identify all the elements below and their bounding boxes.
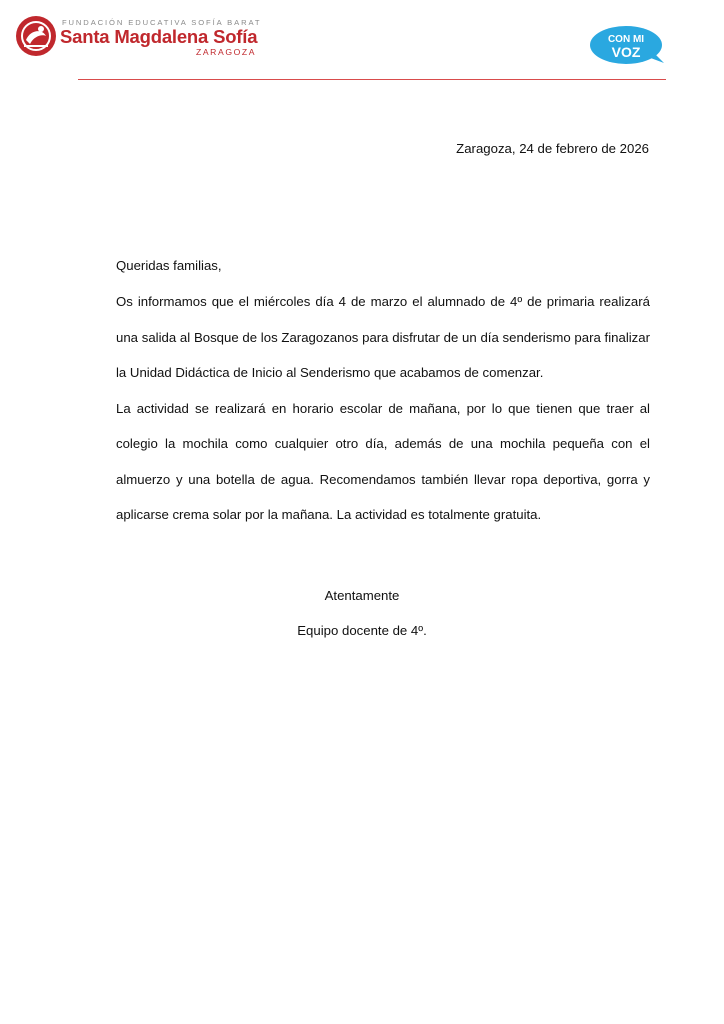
school-logo (14, 14, 262, 58)
paragraph-2: La actividad se realizará en horario escolar de mañana, por lo que tienen que traer al colegio la mochila como cualquier otro día, además de una mochila pequeña con el almuerzo y una botella de agua. Recomendamos también llevar ropa deportiva, gorra y aplicarse crema solar por la mañana. La actividad es totalmente gratuita. (116, 400, 650, 522)
letter-date: Zaragoza, 24 de febrero de 2026 (456, 141, 649, 156)
letter-closing (0, 578, 724, 648)
greeting: Queridas familias, (116, 258, 222, 273)
foundation-name: FUNDACIÓN EDUCATIVA SOFÍA BARAT (62, 18, 262, 27)
badge-line2: VOZ (611, 44, 641, 60)
header-divider (78, 79, 666, 80)
paragraph-1: Os informamos que el miércoles día 4 de marzo el alumnado de 4º de primaria realizará una salida al Bosque de los Zaragozanos para disfrutar de un día senderismo para finalizar la Unidad Didáctica de Inicio al Senderismo que acabamos de comenzar. (116, 294, 650, 380)
school-emblem-icon (14, 14, 58, 58)
con-mi-voz-badge (588, 25, 666, 65)
badge-line1: CON MI (607, 34, 645, 45)
school-name: Santa Magdalena Sofía (60, 26, 258, 47)
speech-bubble-icon (588, 25, 666, 65)
signature: Equipo docente de 4º. (297, 623, 427, 638)
letter-body (116, 258, 650, 533)
closing-phrase: Atentamente (324, 588, 400, 603)
school-city: ZARAGOZA (196, 47, 257, 57)
